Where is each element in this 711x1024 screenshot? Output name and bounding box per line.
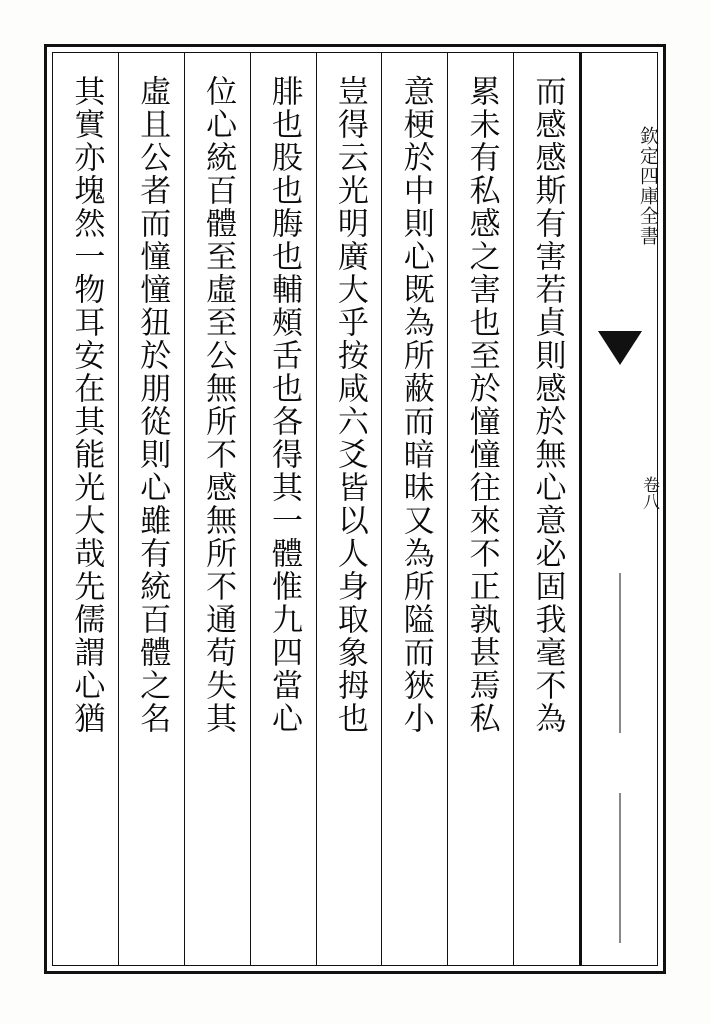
text-column xyxy=(250,53,316,965)
volume-label: 卷八 xyxy=(639,476,659,510)
text-column xyxy=(447,53,513,965)
banxin-center-strip xyxy=(579,53,657,965)
column-text: 位心統百體至虛至公無所不感無所不通苟失其 xyxy=(200,75,237,735)
text-columns xyxy=(53,53,579,965)
text-column xyxy=(53,53,118,965)
column-text: 而感感斯有害若貞則感於無心意必固我毫不為 xyxy=(529,75,566,735)
column-text: 其實亦塊然一物耳安在其能光大哉先儒謂心猶 xyxy=(68,75,105,735)
text-column xyxy=(184,53,250,965)
text-column xyxy=(118,53,184,965)
text-column xyxy=(513,53,579,965)
text-column xyxy=(316,53,382,965)
banxin-rule-lower xyxy=(619,793,620,943)
banxin-rule-upper xyxy=(619,573,620,733)
column-text: 腓也股也脢也輔頰舌也各得其一體惟九四當心 xyxy=(265,75,302,735)
page-border-inner xyxy=(52,52,658,966)
text-column xyxy=(381,53,447,965)
book-title: 欽定四庫全書 xyxy=(637,126,659,246)
column-text: 豈得云光明廣大乎按咸六爻皆以人身取象拇也 xyxy=(331,75,368,735)
column-text: 虛且公者而憧憧狃於朋從則心雖有統百體之名 xyxy=(134,75,171,735)
column-text: 意梗於中則心既為所蔽而暗昧又為所隘而狹小 xyxy=(397,75,434,735)
fishtail-mark-icon xyxy=(598,331,642,365)
page-border-frame xyxy=(44,44,666,974)
column-text: 累未有私感之害也至於憧憧往來不正孰甚焉私 xyxy=(463,75,500,735)
